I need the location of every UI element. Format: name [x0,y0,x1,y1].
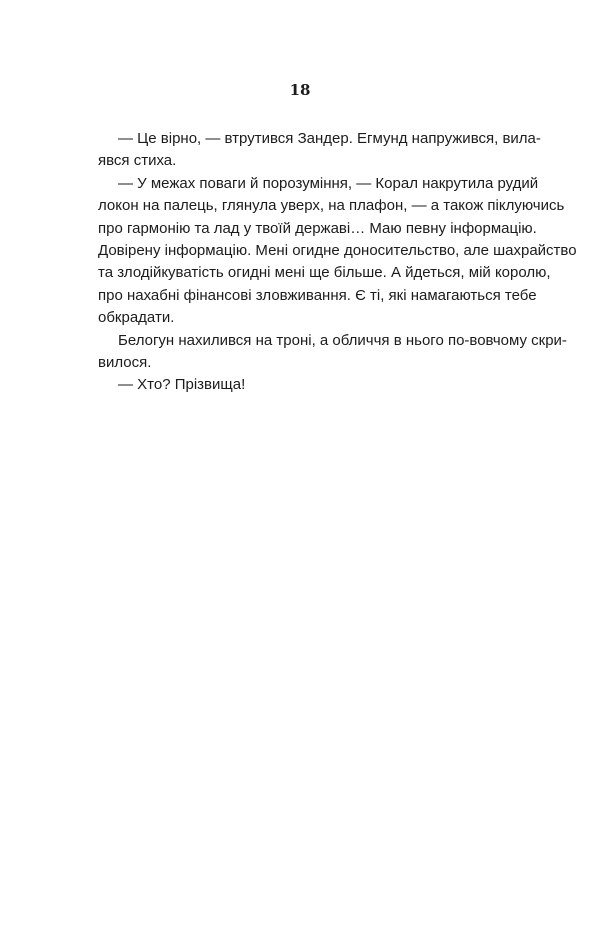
text-line: — Це вірно, — втрутився Зандер. Егмунд напружився, вила- [118,130,541,147]
paragraph-2 [98,173,577,330]
paragraph-3 [98,330,567,375]
paragraph-4 [98,374,503,396]
text-line: обкрадати. [98,309,175,327]
text-line: — У межах поваги й порозуміння, — Корал накрутила рудий [118,174,539,192]
text-line: явся стиха. [98,152,177,170]
text-line: Белогун нахилився на троні, а обличчя в нього по-вовчому скри- [118,331,567,349]
text-line: та злодійкуватість огидні мені ще більше. А йдеться, мій королю, [98,264,551,282]
text-line: про нахабні фінансові зловживання. Є ті, які намагаються тебе [98,286,537,304]
text-line: локон на палець, глянула уверх, на плафон, — а також піклуючись [98,197,565,215]
text-line: про гармонію та лад у твоїй державі… Маю певну інформацію. [98,219,537,237]
page-number: 18 [289,81,311,99]
text-line: Довірену інформацію. Мені огидне доносительство, але шахрайство [98,241,577,259]
text-line: вилося. [98,353,152,371]
body-text [98,128,577,397]
text-line: — Хто? Прізвища! [118,376,246,394]
paragraph-1 [98,128,541,173]
